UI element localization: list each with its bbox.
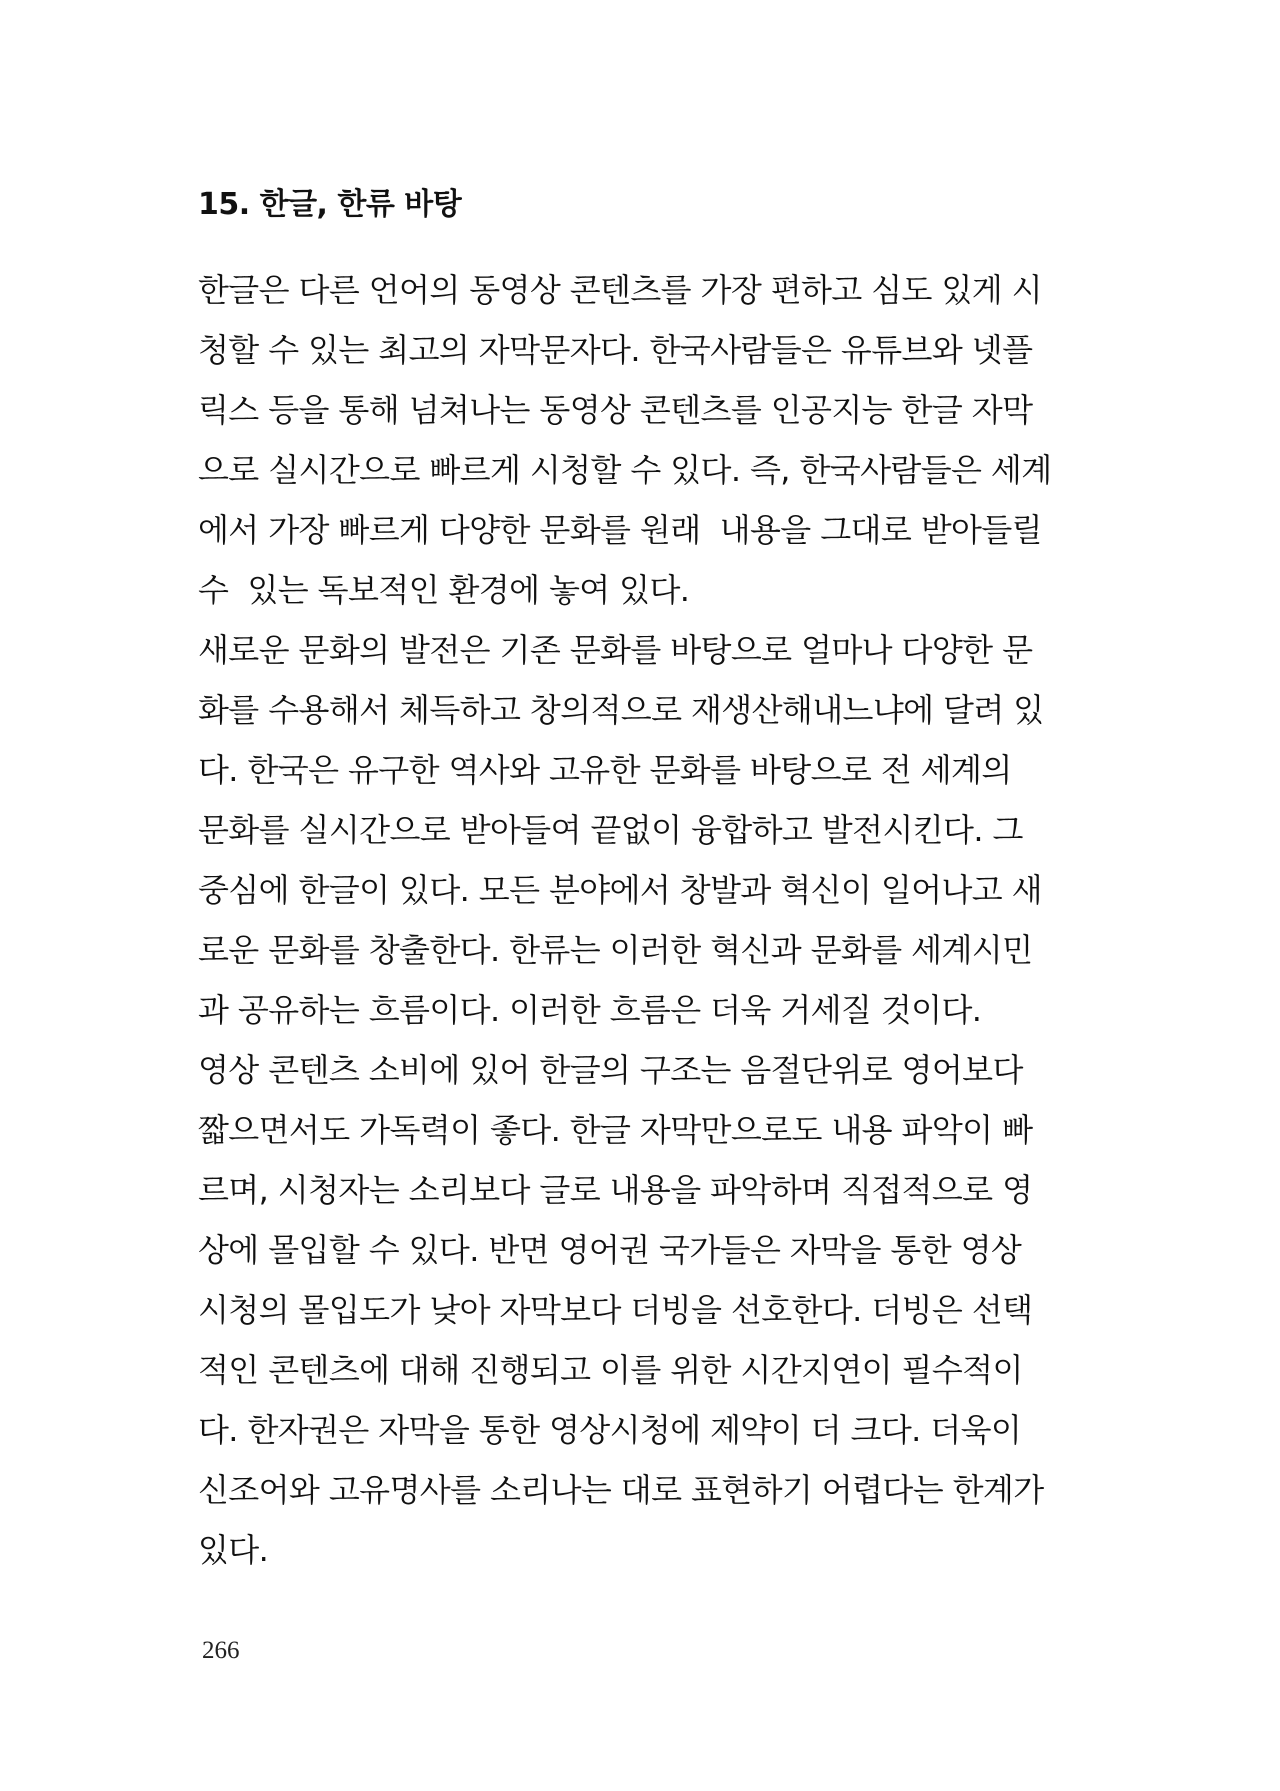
text-line: 에서 가장 빠르게 다양한 문화를 원래 내용을 그대로 받아들릴	[198, 511, 1042, 549]
section-title: 15. 한글, 한류 바탕	[198, 187, 462, 222]
text-line: 상에 몰입할 수 있다. 반면 영어권 국가들은 자막을 통한 영상	[198, 1231, 1022, 1269]
text-line: 다. 한자권은 자막을 통한 영상시청에 제약이 더 크다. 더욱이	[198, 1411, 1022, 1449]
text-line: 릭스 등을 통해 넘쳐나는 동영상 콘텐츠를 인공지능 한글 자막	[198, 391, 1033, 429]
text-line: 문화를 실시간으로 받아들여 끝없이 융합하고 발전시킨다. 그	[198, 811, 1023, 849]
text-line: 시청의 몰입도가 낮아 자막보다 더빙을 선호한다. 더빙은 선택	[198, 1291, 1033, 1329]
text-line: 영상 콘텐츠 소비에 있어 한글의 구조는 음절단위로 영어보다	[198, 1051, 1023, 1089]
text-line: 으로 실시간으로 빠르게 시청할 수 있다. 즉, 한국사람들은 세계	[198, 451, 1052, 489]
text-line: 다. 한국은 유구한 역사와 고유한 문화를 바탕으로 전 세계의	[198, 751, 1012, 789]
text-line: 신조어와 고유명사를 소리나는 대로 표현하기 어렵다는 한계가	[198, 1471, 1044, 1509]
text-line: 새로운 문화의 발전은 기존 문화를 바탕으로 얼마나 다양한 문	[198, 631, 1033, 669]
page-number: 266	[202, 1637, 240, 1664]
text-line: 한글은 다른 언어의 동영상 콘텐츠를 가장 편하고 심도 있게 시	[198, 271, 1042, 309]
text-line: 르며, 시청자는 소리보다 글로 내용을 파악하며 직접적으로 영	[198, 1171, 1033, 1209]
body-text	[198, 260, 1118, 1580]
text-line: 있다.	[198, 1531, 269, 1569]
text-line: 중심에 한글이 있다. 모든 분야에서 창발과 혁신이 일어나고 새	[198, 871, 1042, 909]
text-line: 수 있는 독보적인 환경에 놓여 있다.	[198, 571, 690, 609]
text-line: 적인 콘텐츠에 대해 진행되고 이를 위한 시간지연이 필수적이	[198, 1351, 1023, 1389]
text-line: 로운 문화를 창출한다. 한류는 이러한 혁신과 문화를 세계시민	[198, 931, 1033, 969]
text-line: 청할 수 있는 최고의 자막문자다. 한국사람들은 유튜브와 넷플	[198, 331, 1033, 369]
text-line: 과 공유하는 흐름이다. 이러한 흐름은 더욱 거세질 것이다.	[198, 991, 982, 1029]
text-line: 짧으면서도 가독력이 좋다. 한글 자막만으로도 내용 파악이 빠	[198, 1111, 1033, 1149]
text-line: 화를 수용해서 체득하고 창의적으로 재생산해내느냐에 달려 있	[198, 691, 1044, 729]
